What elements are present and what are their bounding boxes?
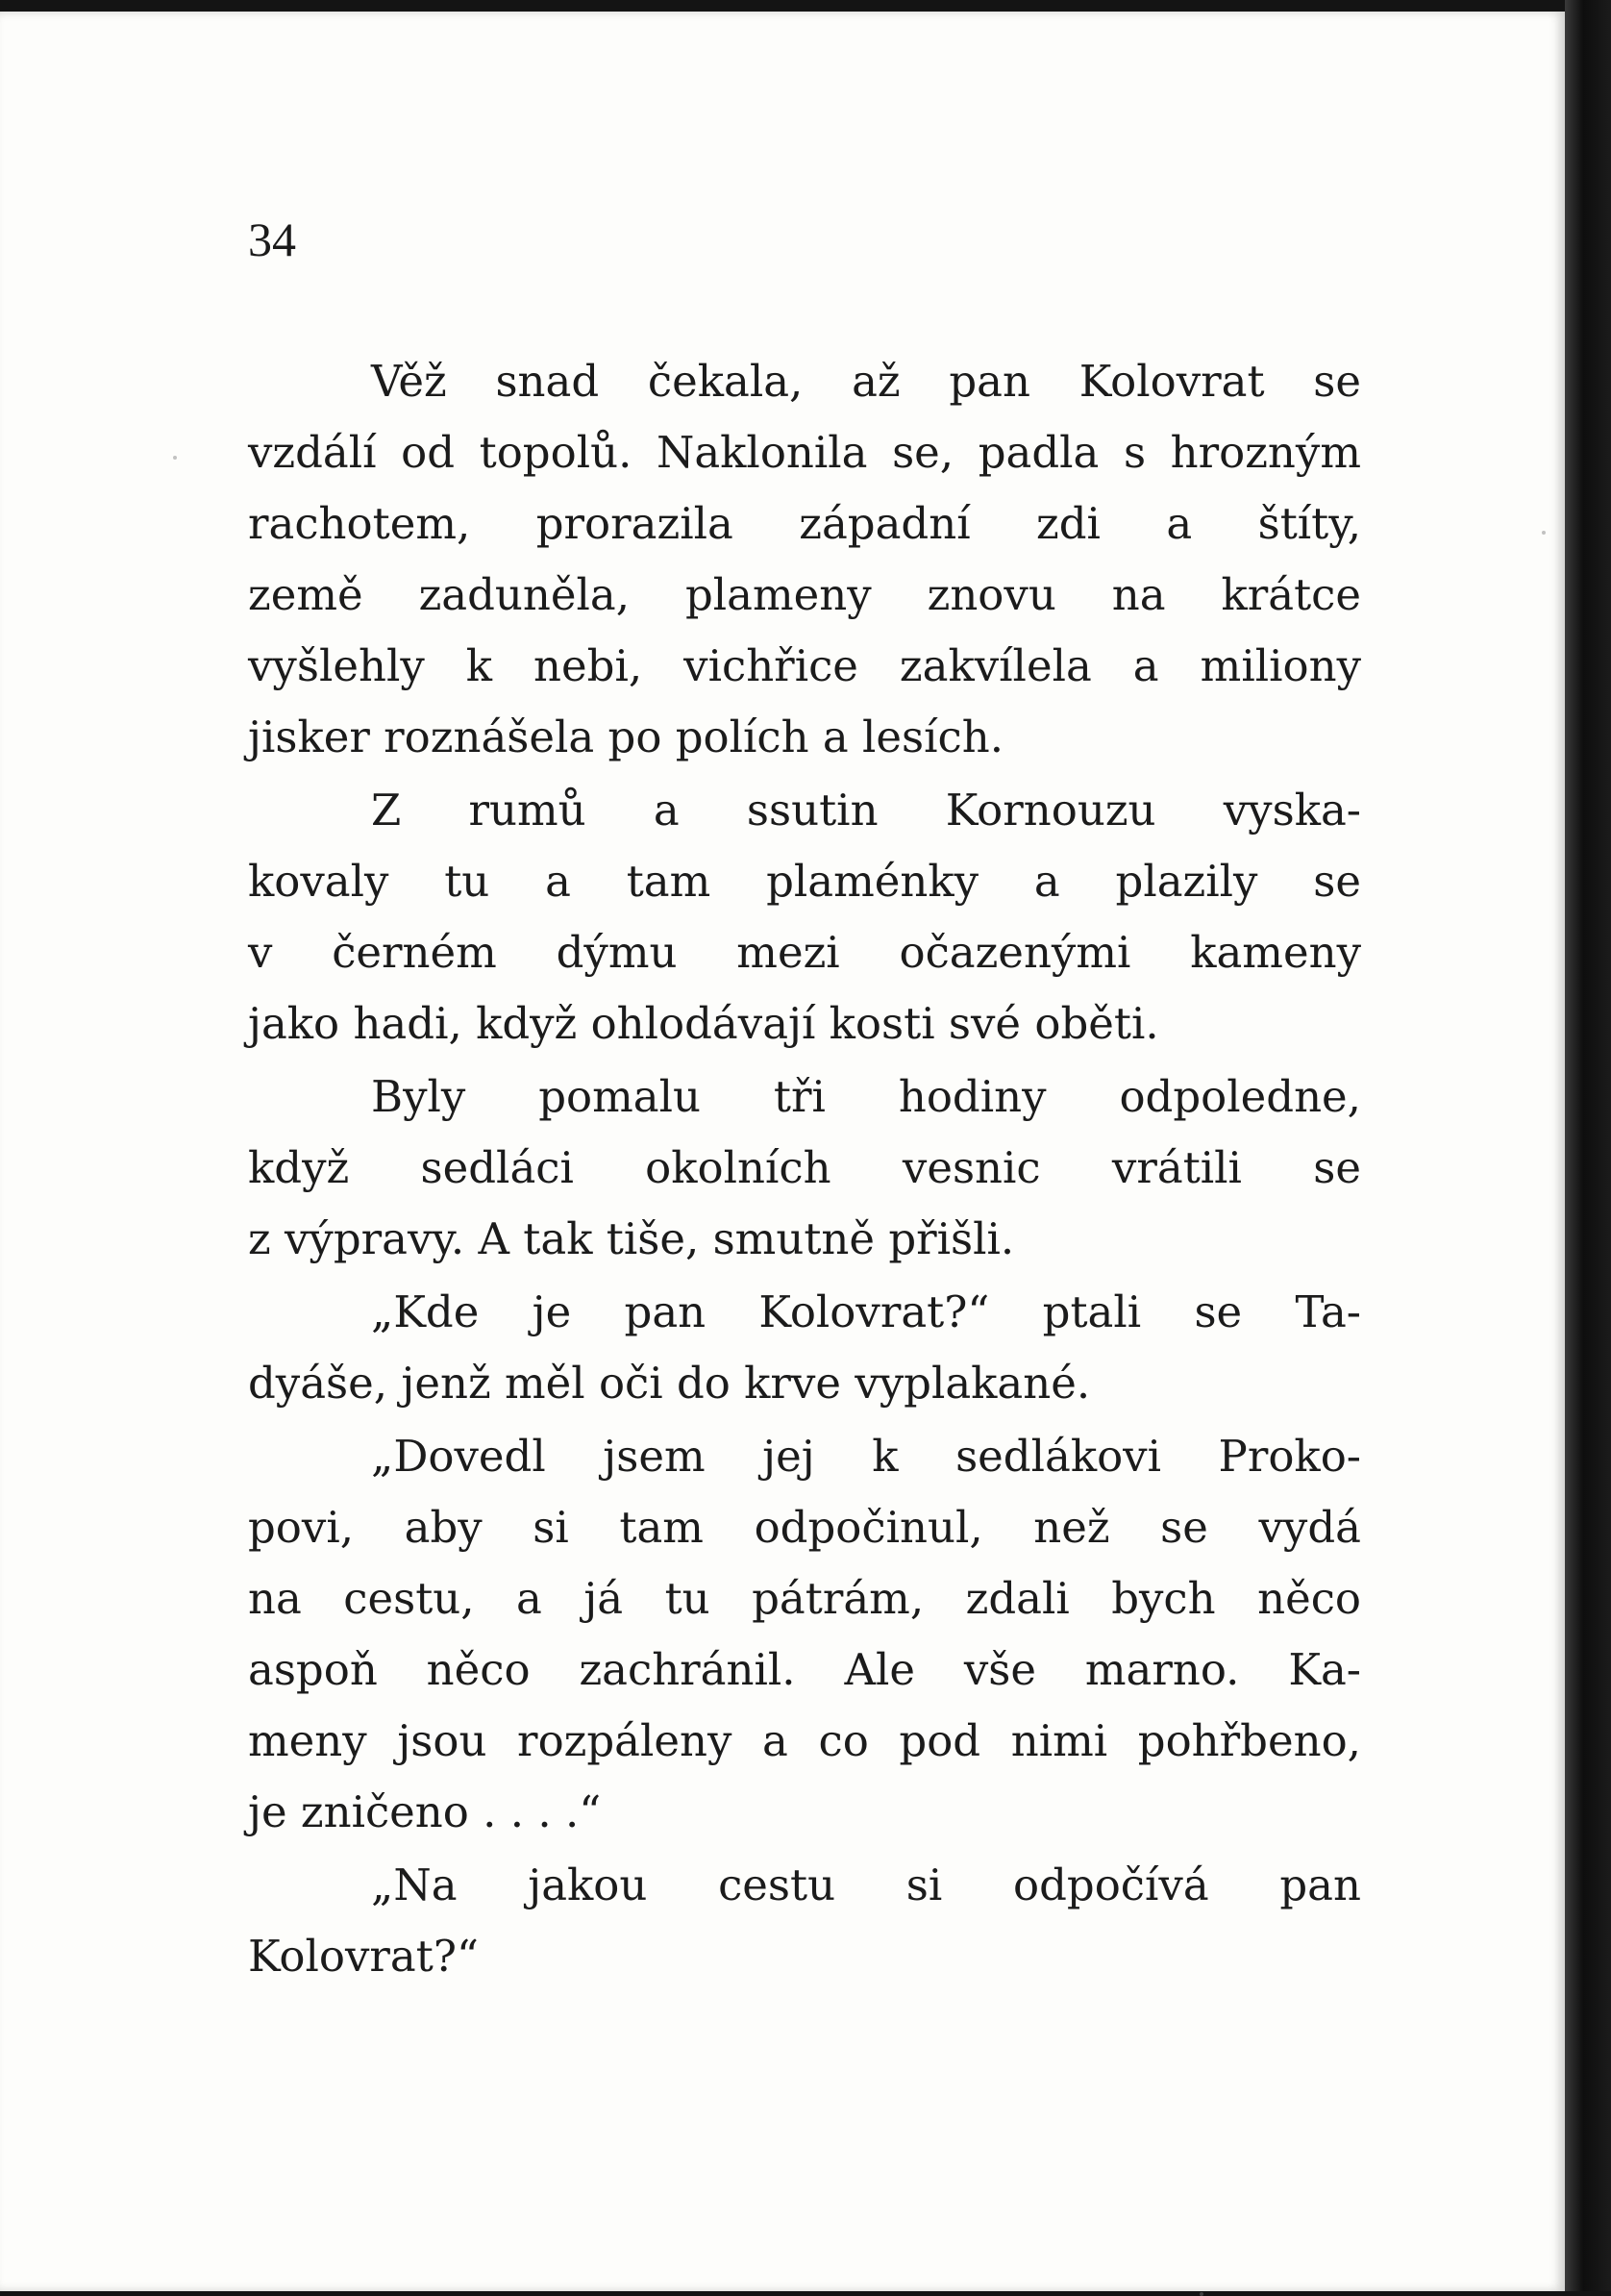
paragraph — [248, 1061, 1361, 1275]
text-line: když sedláci okolních vesnic vrátili se — [248, 1142, 1361, 1193]
text-line: vyšlehly k nebi, vichřice zakvílela a miliony — [248, 640, 1361, 691]
paragraph — [248, 1850, 1361, 1992]
text-line: Věž snad čekala, až pan Kolovrat se — [371, 356, 1361, 407]
text-line: vzdálí od topolů. Naklonila se, padla s hrozným — [248, 427, 1361, 478]
paper-speck — [1200, 2292, 1203, 2296]
text-line: dyáše, jenž měl oči do krve vyplakané. — [248, 1358, 1091, 1409]
text-line: kovaly tu a tam plaménky a plazily se — [248, 856, 1361, 907]
paragraph — [248, 775, 1361, 1060]
page-number: 34 — [248, 212, 296, 266]
text-line: jisker roznášela po polích a lesích. — [248, 711, 1004, 762]
page-edge-shadow — [1565, 0, 1611, 2291]
text-line: „Na jakou cestu si odpočívá pan — [371, 1859, 1361, 1910]
page-text — [248, 346, 1361, 1994]
text-line: rachotem, prorazila západní zdi a štíty, — [248, 498, 1361, 549]
text-line: Z rumů a ssutin Kornouzu vyska- — [371, 785, 1361, 836]
text-line: meny jsou rozpáleny a co pod nimi pohřbeno, — [248, 1715, 1361, 1766]
paragraph — [248, 1277, 1361, 1419]
text-line: je zničeno . . . .“ — [248, 1786, 602, 1837]
paragraph — [248, 1421, 1361, 1848]
text-line: Kolovrat?“ — [248, 1931, 479, 1982]
text-line: na cestu, a já tu pátrám, zdali bych něco — [248, 1573, 1361, 1624]
text-line: v černém dýmu mezi očazenými kameny — [248, 927, 1361, 978]
book-page — [0, 12, 1565, 2291]
paper-speck — [1542, 531, 1546, 535]
text-line: povi, aby si tam odpočinul, než se vydá — [248, 1502, 1361, 1553]
paragraph — [248, 346, 1361, 773]
text-line: „Kde je pan Kolovrat?“ ptali se Ta- — [371, 1286, 1361, 1337]
text-line: jako hadi, když ohlodávají kosti své oběti. — [248, 998, 1159, 1049]
text-line: aspoň něco zachránil. Ale vše marno. Ka- — [248, 1644, 1361, 1695]
paper-speck — [173, 456, 177, 460]
text-line: Byly pomalu tři hodiny odpoledne, — [371, 1071, 1361, 1122]
text-line: země zaduněla, plameny znovu na krátce — [248, 569, 1361, 620]
text-line: z výpravy. A tak tiše, smutně přišli. — [248, 1213, 1015, 1264]
text-line: „Dovedl jsem jej k sedlákovi Proko- — [371, 1431, 1361, 1482]
